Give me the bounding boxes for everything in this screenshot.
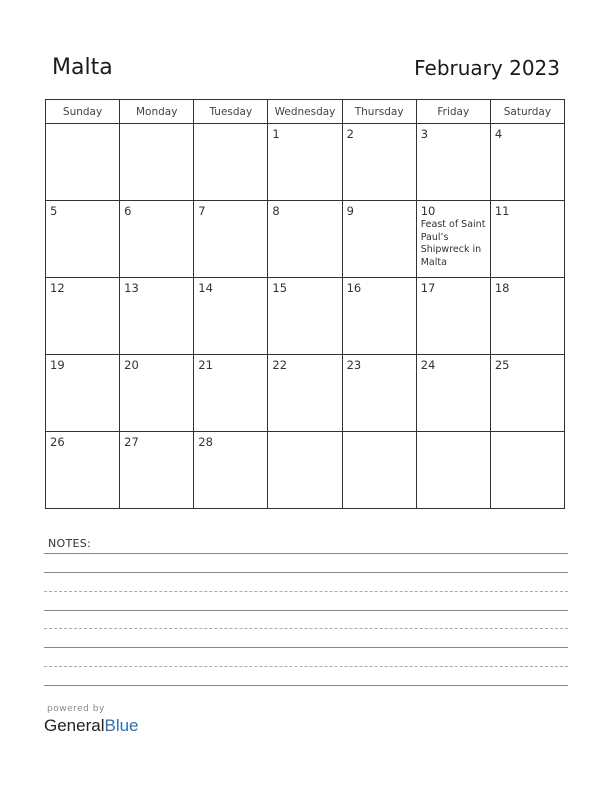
weekday-header: Saturday (490, 100, 564, 124)
day-number: 4 (494, 127, 503, 141)
day-cell (416, 278, 490, 355)
day-number: 9 (346, 204, 354, 218)
day-cell (194, 355, 268, 432)
day-number: 26 (50, 435, 65, 449)
day-cell (342, 278, 416, 355)
calendar-month-title: February 2023 (414, 56, 560, 80)
day-cell (416, 124, 490, 201)
weekday-header: Thursday (342, 100, 416, 124)
day-number: 27 (124, 435, 139, 449)
calendar-grid (45, 99, 565, 509)
weekday-header-row (46, 100, 565, 124)
day-cell (342, 355, 416, 432)
day-number: 19 (50, 358, 65, 372)
day-number: 24 (420, 358, 436, 372)
day-number: 14 (198, 281, 213, 295)
day-cell (120, 124, 194, 201)
day-cell (416, 355, 490, 432)
day-cell (268, 124, 342, 201)
day-number: 28 (198, 435, 213, 449)
day-cell (342, 124, 416, 201)
day-cell (194, 278, 268, 355)
day-cell (46, 432, 120, 509)
week-row (46, 201, 565, 278)
day-cell (490, 278, 564, 355)
day-number: 25 (494, 358, 510, 372)
week-row (46, 355, 565, 432)
day-number: 1 (272, 127, 280, 141)
weekday-header: Sunday (46, 100, 120, 124)
day-number: 10 (420, 204, 436, 218)
day-number: 21 (198, 358, 213, 372)
holiday-event: Feast of Saint Paul’s Shipwreck in Malta (420, 219, 486, 268)
day-cell (194, 201, 268, 278)
day-cell (490, 355, 564, 432)
day-number: 20 (124, 358, 139, 372)
calendar-country-title: Malta (52, 55, 113, 80)
logo-general-text: General (44, 716, 105, 735)
generalblue-logo (44, 716, 139, 736)
notes-label: NOTES: (48, 537, 92, 550)
day-number: 6 (124, 204, 132, 218)
day-cell (46, 124, 120, 201)
powered-by-text: powered by (47, 704, 105, 714)
day-cell (490, 201, 564, 278)
day-cell (120, 432, 194, 509)
day-number: 17 (420, 281, 436, 295)
weekday-header: Wednesday (268, 100, 342, 124)
day-number: 16 (346, 281, 362, 295)
day-number: 8 (272, 204, 280, 218)
day-cell (342, 201, 416, 278)
note-line (44, 553, 568, 554)
note-line (44, 572, 568, 573)
day-number: 22 (272, 358, 288, 372)
day-cell (194, 124, 268, 201)
note-line (44, 685, 568, 686)
week-row (46, 278, 565, 355)
weekday-header: Tuesday (194, 100, 268, 124)
day-cell (490, 124, 564, 201)
day-cell (46, 278, 120, 355)
day-number: 3 (420, 127, 429, 141)
day-number: 7 (198, 204, 206, 218)
day-cell (490, 432, 564, 509)
day-cell (416, 201, 490, 278)
note-line (44, 666, 568, 667)
day-cell (342, 432, 416, 509)
day-cell (120, 278, 194, 355)
week-row (46, 124, 565, 201)
day-number: 23 (346, 358, 362, 372)
note-line (44, 610, 568, 611)
day-cell (268, 432, 342, 509)
day-cell (268, 201, 342, 278)
week-row (46, 432, 565, 509)
day-cell (268, 278, 342, 355)
day-cell (46, 355, 120, 432)
day-number: 12 (50, 281, 65, 295)
day-number: 15 (272, 281, 288, 295)
day-cell (194, 432, 268, 509)
logo-blue-text: Blue (104, 716, 139, 735)
day-cell (416, 432, 490, 509)
day-cell (46, 201, 120, 278)
day-cell (120, 201, 194, 278)
note-line (44, 591, 568, 592)
day-number: 2 (346, 127, 354, 141)
day-cell (120, 355, 194, 432)
note-line (44, 628, 568, 629)
weekday-header: Friday (416, 100, 490, 124)
note-line (44, 647, 568, 648)
day-number: 18 (494, 281, 510, 295)
day-number: 13 (124, 281, 139, 295)
day-number: 5 (50, 204, 58, 218)
day-cell (268, 355, 342, 432)
weekday-header: Monday (120, 100, 194, 124)
day-number: 11 (494, 204, 510, 218)
